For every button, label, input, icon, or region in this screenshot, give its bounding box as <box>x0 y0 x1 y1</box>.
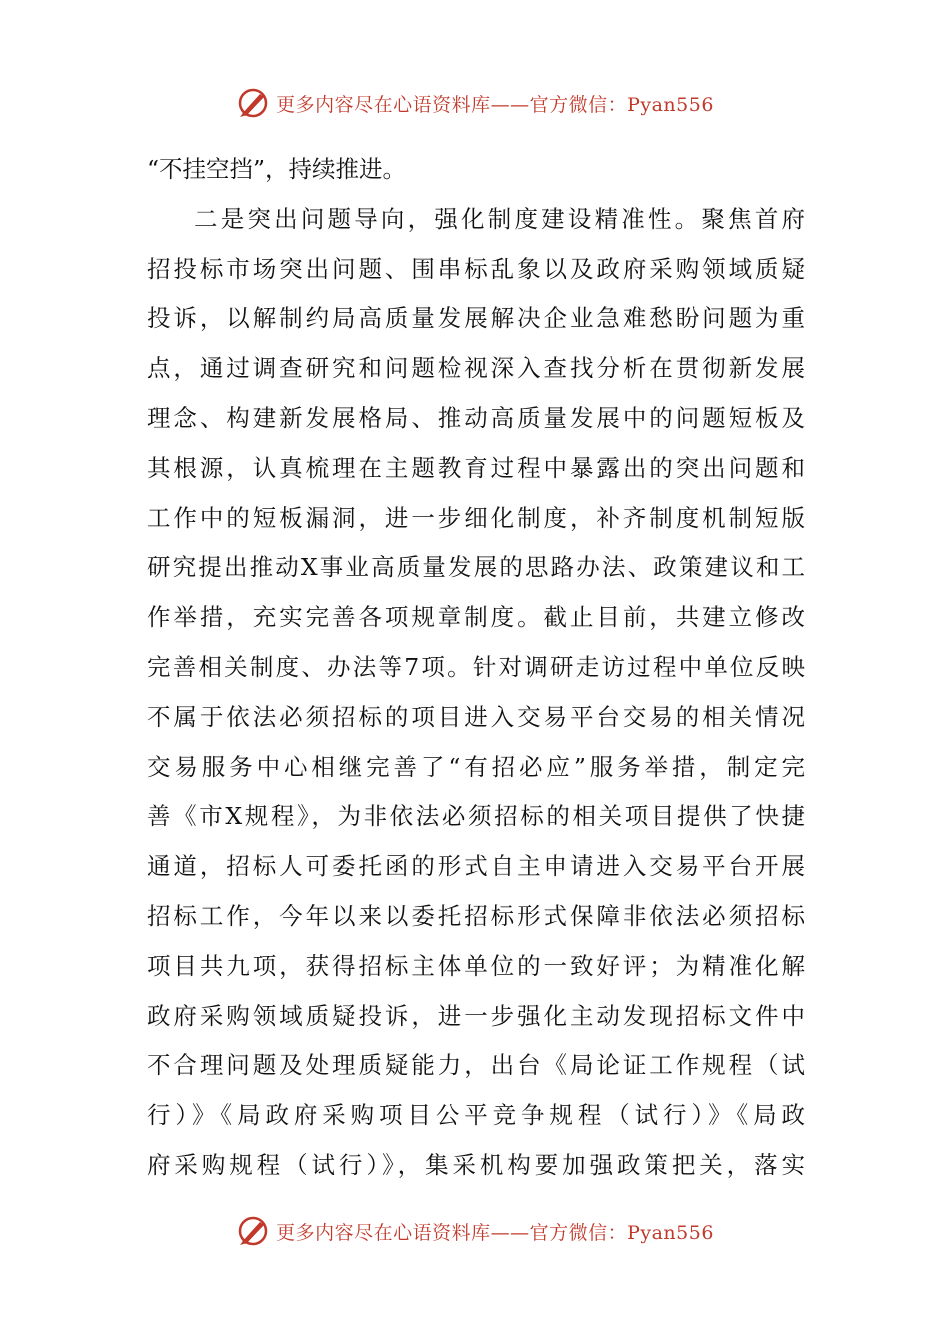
watermark-text: 更多内容尽在心语资料库——官方微信：Pyan556 <box>276 1221 714 1244</box>
text-line: 点，通过调查研究和问题检视深入查找分析在贯彻新发展 <box>147 354 805 383</box>
pen-logo-icon <box>236 86 270 120</box>
text-line: 府采购规程（试行）》，集采机构要加强政策把关，落实 <box>147 1150 805 1179</box>
text-line: 不合理问题及处理质疑能力，出台《局论证工作规程（试 <box>147 1051 805 1080</box>
footer-watermark <box>0 1214 950 1248</box>
text-line: 交易服务中心相继完善了“有招必应”服务举措，制定完 <box>147 752 805 781</box>
text-line: 研究提出推动X事业高质量发展的思路办法、政策建议和工 <box>147 553 805 582</box>
text-line: 行）》《局政府采购项目公平竞争规程（试行）》《局政 <box>147 1101 805 1130</box>
text-line: 不属于依法必须招标的项目进入交易平台交易的相关情况 <box>147 702 805 731</box>
pen-logo-icon <box>236 1214 270 1248</box>
document-body <box>147 145 805 1191</box>
text-line: “不挂空挡”，持续推进。 <box>147 155 407 183</box>
text-line: 项目共九项，获得招标主体单位的一致好评；为精准化解 <box>147 951 805 980</box>
text-line: 政府采购领域质疑投诉，进一步强化主动发现招标文件中 <box>147 1001 805 1030</box>
text-line: 理念、构建新发展格局、推动高质量发展中的问题短板及 <box>147 403 805 432</box>
watermark-text: 更多内容尽在心语资料库——官方微信：Pyan556 <box>276 93 714 116</box>
text-line: 招投标市场突出问题、围串标乱象以及政府采购领域质疑 <box>147 254 805 283</box>
text-line: 善《市X规程》，为非依法必须招标的相关项目提供了快捷 <box>147 802 805 831</box>
text-line: 二是突出问题导向，强化制度建设精准性。聚焦首府 <box>194 204 805 233</box>
text-line: 作举措，充实完善各项规章制度。截止目前，共建立修改 <box>147 603 805 632</box>
text-line: 投诉，以解制约局高质量发展解决企业急难愁盼问题为重 <box>147 304 805 333</box>
text-line: 其根源，认真梳理在主题教育过程中暴露出的突出问题和 <box>147 453 805 482</box>
text-line: 通道，招标人可委托函的形式自主申请进入交易平台开展 <box>147 852 805 881</box>
text-line: 招标工作，今年以来以委托招标形式保障非依法必须招标 <box>147 901 805 930</box>
text-line: 完善相关制度、办法等7项。针对调研走访过程中单位反映 <box>147 652 805 681</box>
header-watermark <box>0 86 950 120</box>
text-line: 工作中的短板漏洞，进一步细化制度，补齐制度机制短版 <box>147 503 805 532</box>
